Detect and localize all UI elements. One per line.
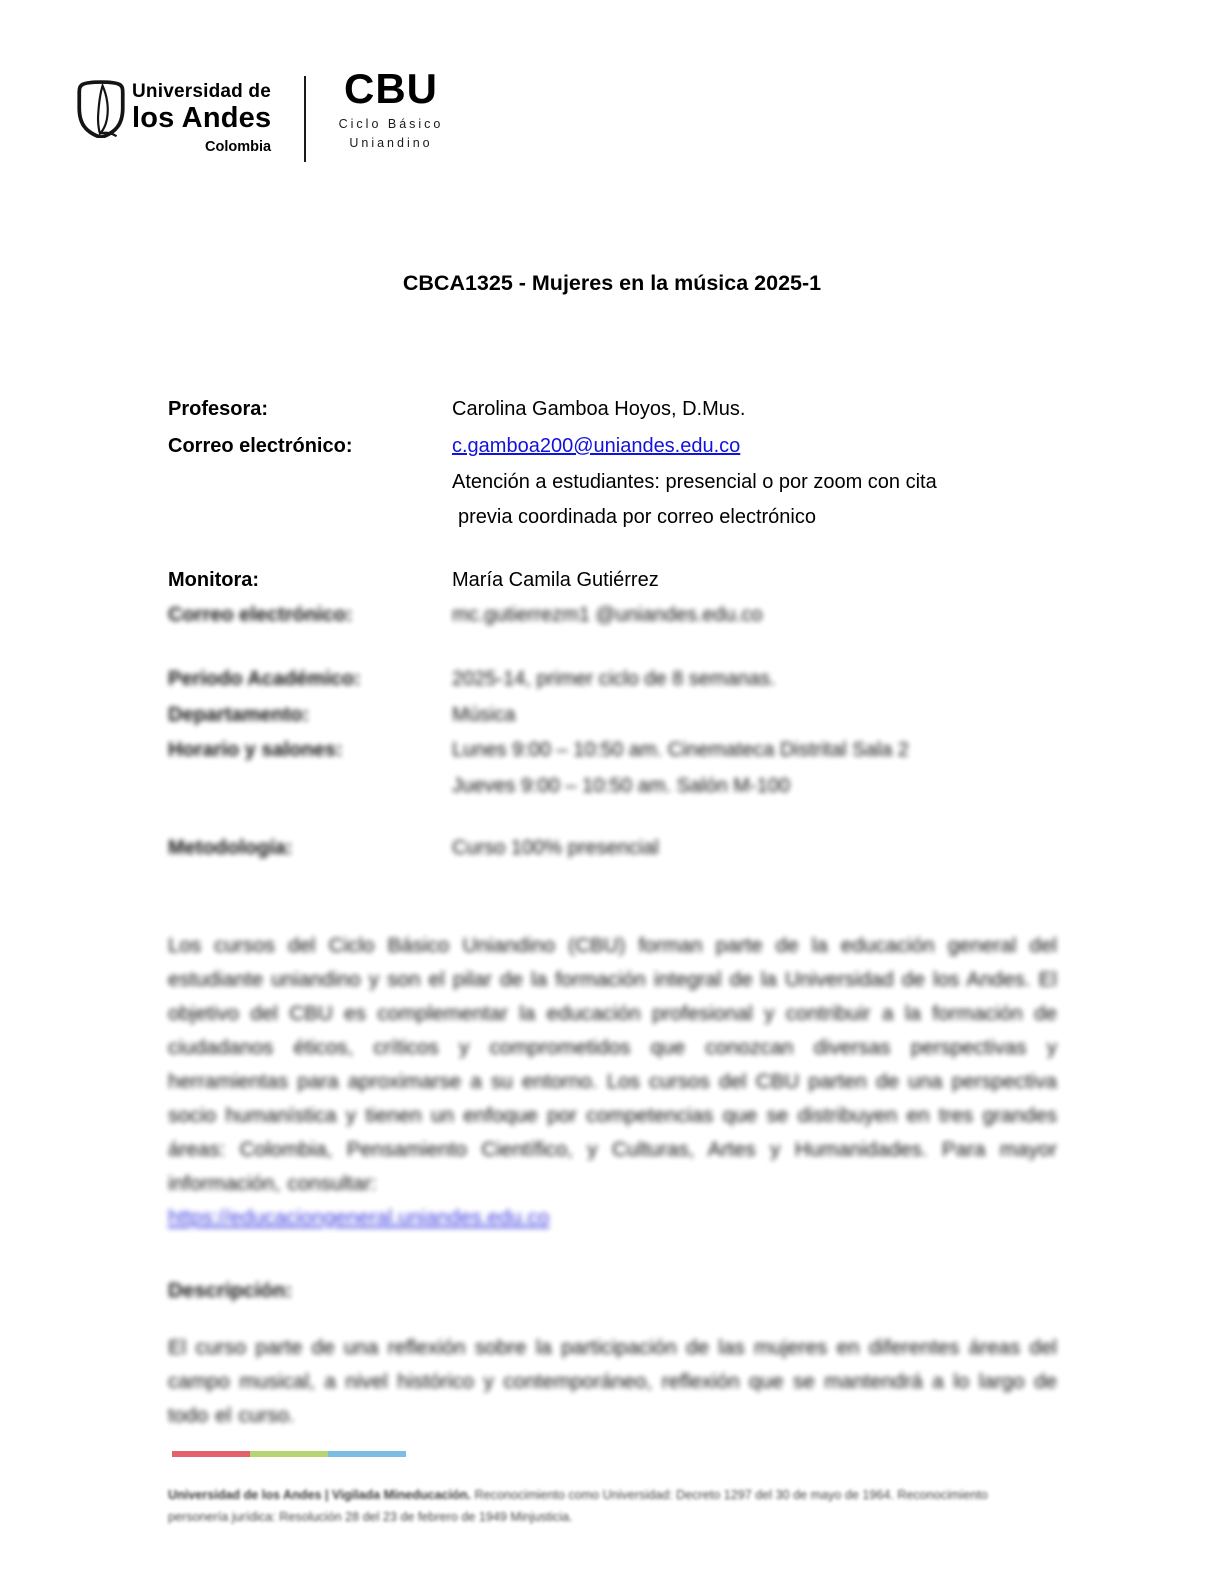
- departamento-value-redacted: Música: [452, 704, 516, 726]
- cbu-paragraph-redacted: Los cursos del Ciclo Básico Uniandino (CBU) forman parte de la educación general del estudiante uniandino y son el pilar de la formación integral de la Universidad de los Andes. El objetivo del CBU es complementar la educación profesional y contribuir a la formación de ciudadanos éticos, críticos y comprometidos que conozcan diversas perspectivas y herramientas para aproximarse a su entorno. Los cursos del CBU parten de una perspectiva socio humanística y tienen un enfoque por competencias que se distribuyen en tres grandes áreas: Colombia, Pensamiento Científico, y Culturas, Artes y Humanidades. Para mayor información, consultar:: [168, 934, 1057, 1195]
- atencion-line1: Atención a estudiantes: presencial o por zoom con cita: [452, 471, 937, 493]
- profesora-value: Carolina Gamboa Hoyos, D.Mus.: [452, 398, 746, 420]
- horario-value2-redacted: Jueves 9:00 – 10:50 am. Salón M-100: [452, 775, 790, 797]
- atencion-line2: previa coordinada por correo electrónico: [458, 506, 816, 528]
- correo-label: Correo electrónico:: [168, 435, 353, 457]
- educacion-general-link-redacted[interactable]: https://educaciongeneral.uniandes.edu.co: [168, 1206, 550, 1229]
- departamento-label-redacted: Departamento:: [168, 704, 310, 726]
- cbu-description-block: [168, 929, 1057, 1235]
- cbu-link-line: [168, 1201, 1057, 1235]
- course-title: CBCA1325 - Mujeres en la música 2025-1: [402, 271, 822, 295]
- metodologia-label-redacted: Metodología:: [168, 837, 293, 859]
- uniandes-logo-country: Colombia: [205, 139, 272, 155]
- uniandes-logo-line2: los Andes: [132, 102, 272, 134]
- professor-email-link[interactable]: c.gamboa200@uniandes.edu.co: [452, 435, 741, 457]
- uniandes-shield-icon: [76, 80, 126, 138]
- periodo-label-redacted: Periodo Académico:: [168, 668, 361, 690]
- descripcion-paragraph-redacted: El curso parte de una reflexión sobre la participación de las mujeres en diferentes áreas del campo musical, a nivel histórico y contemporáneo, reflexión que se mantendrá a lo largo de todo el curso.: [168, 1336, 1057, 1427]
- correo-value: [452, 435, 740, 458]
- footer-legal-bold: Universidad de los Andes | Vigilada Mineducación.: [168, 1487, 472, 1502]
- cbu-acronym: CBU: [344, 65, 438, 112]
- horario-value1-redacted: Lunes 9:00 – 10:50 am. Cinemateca Distrital Sala 2: [452, 739, 909, 761]
- uniandes-logo-line1: Universidad de: [132, 81, 272, 102]
- footer-legal-rest: Reconocimiento como Universidad: Decreto 1297 del 30 de mayo de 1964. Reconocimiento personería jurídica: Resolución 28 del 23 de febrero de 1949 Minjusticia.: [168, 1487, 988, 1524]
- profesora-label: Profesora:: [168, 398, 269, 420]
- cbu-subtitle-2: Uniandino: [349, 136, 433, 150]
- monitora-value: María Camila Gutiérrez: [452, 569, 659, 591]
- monitora-correo-value-redacted: mc.gutierrezm1 @uniandes.edu.co: [452, 604, 763, 626]
- monitora-correo-label-redacted: Correo electrónico:: [168, 604, 353, 626]
- accent-bar-green: [250, 1451, 328, 1457]
- metodologia-value-redacted: Curso 100% presencial: [452, 837, 659, 859]
- cbu-subtitle-1: Ciclo Básico: [338, 117, 444, 131]
- footer-legal-note-redacted: [168, 1484, 1042, 1528]
- periodo-value-redacted: 2025-14, primer ciclo de 8 semanas.: [452, 668, 776, 690]
- monitora-label: Monitora:: [168, 569, 260, 591]
- descripcion-heading-redacted: Descripción:: [168, 1279, 293, 1302]
- accent-bar-blue: [328, 1451, 406, 1457]
- accent-bar-red: [172, 1451, 250, 1457]
- cbu-logo: [333, 65, 449, 150]
- horario-label-redacted: Horario y salones:: [168, 739, 343, 761]
- logo-divider: [304, 76, 306, 162]
- uniandes-logo: [132, 82, 271, 155]
- footer-accent-bar: [172, 1451, 406, 1457]
